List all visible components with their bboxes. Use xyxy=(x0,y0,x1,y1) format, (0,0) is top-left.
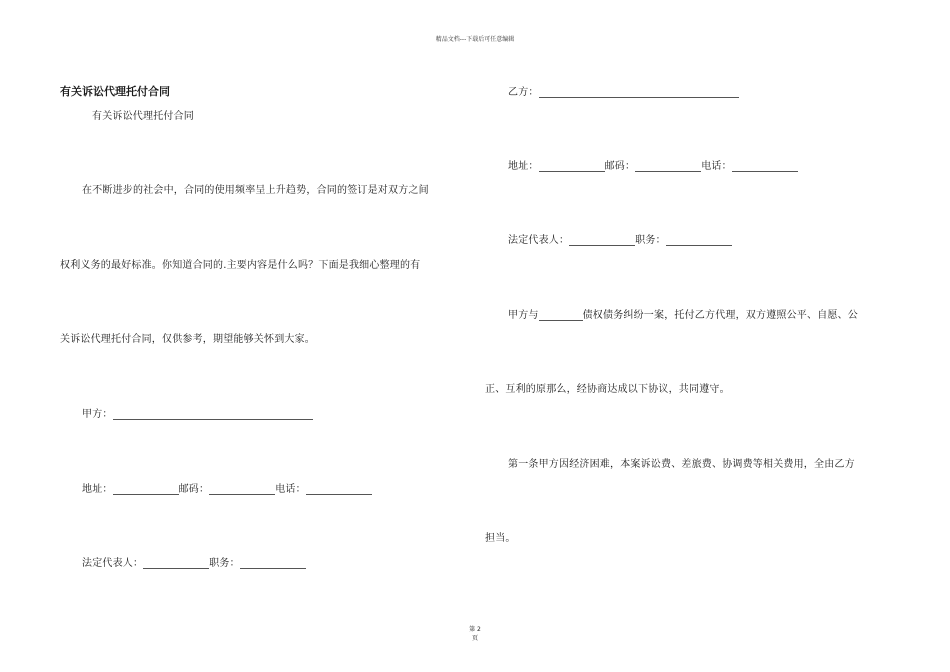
document-title: 有关诉讼代理托付合同 xyxy=(60,85,170,98)
intro-line-2: 权利义务的最好标准。你知道合同的.主要内容是什么吗？下面是我细心整理的有 xyxy=(60,260,421,271)
paragraph-1-line-1 xyxy=(508,306,858,321)
dispute-party-blank[interactable] xyxy=(539,310,583,321)
party-a-label: 甲方： xyxy=(82,409,113,420)
position-blank[interactable] xyxy=(666,235,732,246)
position-label: 职务： xyxy=(635,235,666,246)
party-a-contact-row xyxy=(82,480,372,495)
party-b-contact-row xyxy=(508,157,798,172)
document-subtitle: 有关诉讼代理托付合同 xyxy=(92,111,194,122)
position-blank[interactable] xyxy=(240,558,306,569)
party-b-row xyxy=(508,83,739,98)
party-b-label: 乙方： xyxy=(508,87,539,98)
position-label: 职务： xyxy=(209,558,240,569)
party-a-row xyxy=(82,405,313,420)
para1-start: 甲方与 xyxy=(508,310,539,321)
page-header: 精品文档---下载后可任意编辑 xyxy=(435,36,515,43)
address-blank[interactable] xyxy=(539,161,605,172)
page-number-line-2: 页 xyxy=(471,635,478,642)
address-label: 地址： xyxy=(82,484,113,495)
address-blank[interactable] xyxy=(113,484,179,495)
para1-end: 债权债务纠纷一案，托付乙方代理，双方遵照公平、自愿、公 xyxy=(582,310,859,321)
page-number-line-1: 第 2 xyxy=(469,626,481,633)
phone-blank[interactable] xyxy=(732,161,798,172)
party-b-rep-row xyxy=(508,231,732,246)
article-1-line-2: 担当。 xyxy=(485,533,516,544)
phone-blank[interactable] xyxy=(306,484,372,495)
zip-blank[interactable] xyxy=(635,161,701,172)
zip-blank[interactable] xyxy=(209,484,275,495)
party-b-blank[interactable] xyxy=(539,87,739,98)
intro-line-1: 在不断进步的社会中，合同的使用频率呈上升趋势，合同的签订是对双方之间 xyxy=(82,185,429,196)
rep-label: 法定代表人： xyxy=(508,235,570,246)
rep-blank[interactable] xyxy=(569,235,635,246)
address-label: 地址： xyxy=(508,161,539,172)
phone-label: 电话： xyxy=(701,161,732,172)
rep-label: 法定代表人： xyxy=(82,558,144,569)
rep-blank[interactable] xyxy=(143,558,209,569)
intro-line-3: 关诉讼代理托付合同，仅供参考，期望能够关怀到大家。 xyxy=(60,334,315,345)
page-number xyxy=(0,625,950,643)
article-1-line-1: 第一条甲方因经济困难，本案诉讼费、差旅费、协调费等相关费用，全由乙方 xyxy=(508,459,855,470)
paragraph-1-line-2: 正、互利的原那么，经协商达成以下协议，共同遵守。 xyxy=(485,384,730,395)
zip-label: 邮码： xyxy=(178,484,210,495)
zip-label: 邮码： xyxy=(604,161,636,172)
phone-label: 电话： xyxy=(275,484,306,495)
party-a-rep-row xyxy=(82,554,306,569)
party-a-blank[interactable] xyxy=(113,409,313,420)
